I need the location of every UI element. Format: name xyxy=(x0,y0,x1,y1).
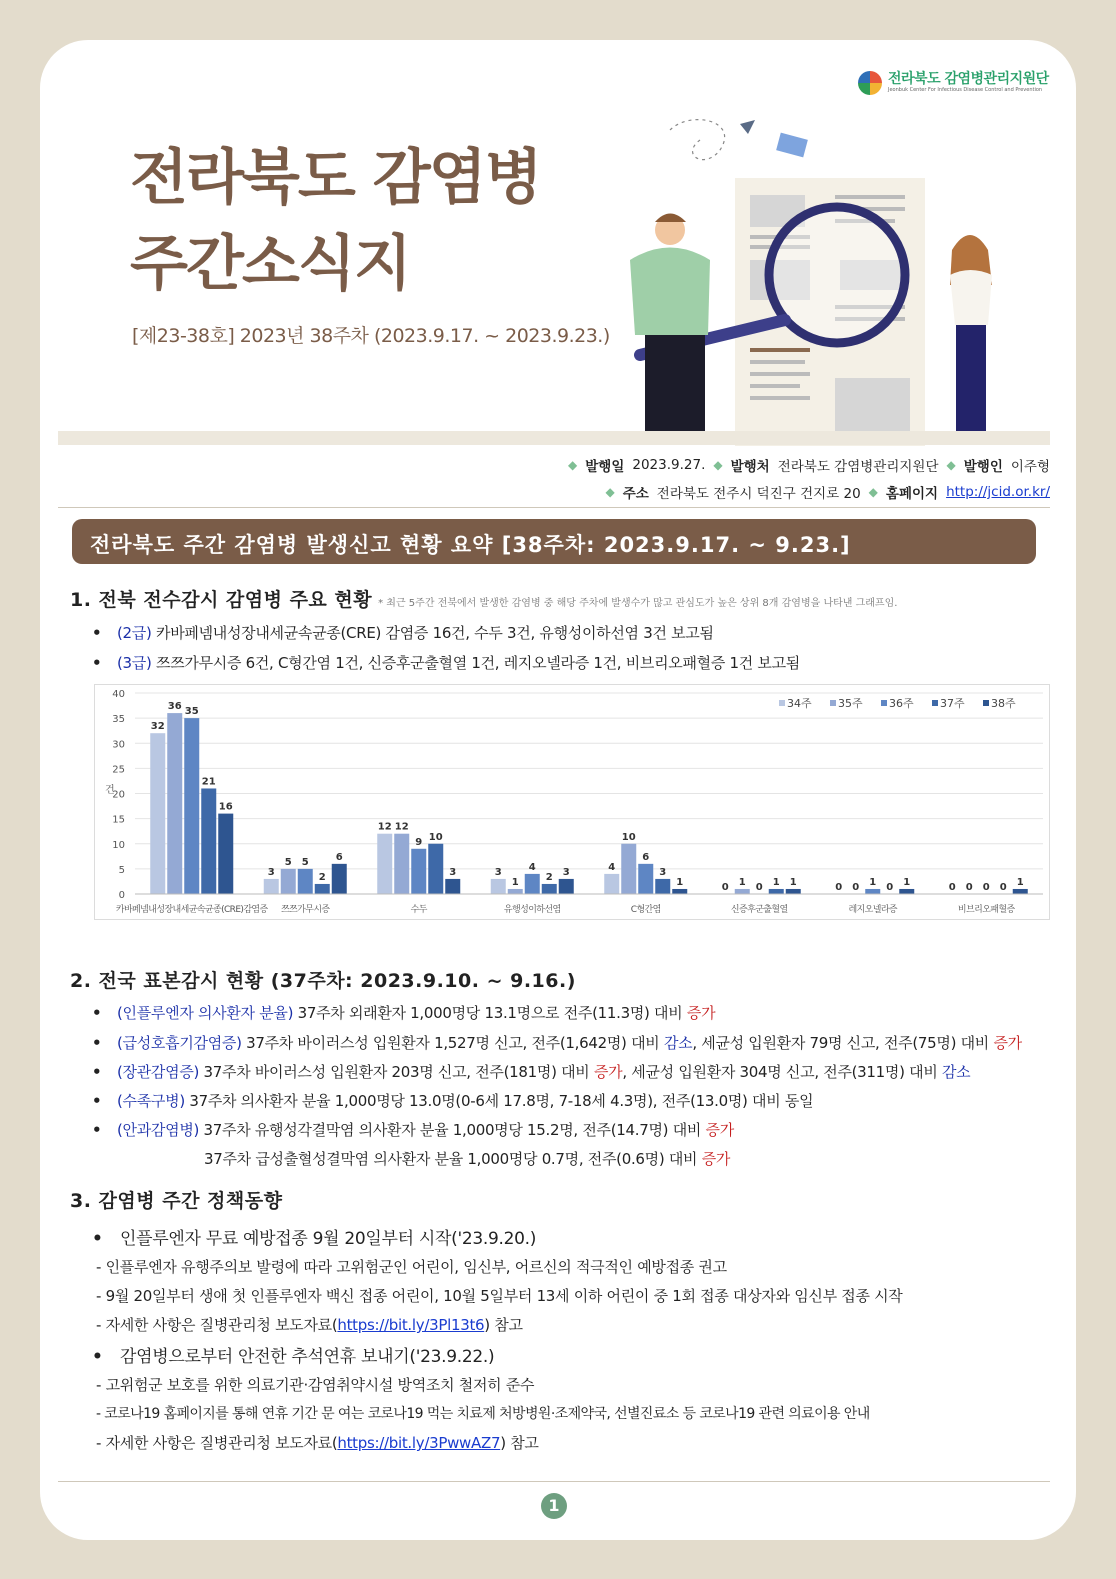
bullet-text: 쯔쯔가무시증 6건, C형간염 1건, 신증후군출혈열 1건, 레지오넬라증 1건, 비브리오패혈증 1건 보고됨 xyxy=(151,654,800,672)
data-label: 21 xyxy=(201,776,216,788)
y-tick-label: 35 xyxy=(112,714,125,726)
bar xyxy=(735,889,750,894)
data-label: 0 xyxy=(721,882,729,893)
reference-text: ) 참고 xyxy=(500,1434,539,1452)
publisher-person-label: 발행인 xyxy=(963,459,1003,475)
section1-bullet-2 xyxy=(92,652,800,673)
data-label: 9 xyxy=(415,836,423,848)
legend-swatch xyxy=(932,700,938,706)
divider xyxy=(58,507,1050,508)
legend-label: 36주 xyxy=(889,697,914,710)
bar xyxy=(899,889,914,894)
bullet-icon: • xyxy=(92,624,102,642)
section1-title: 1. 전북 전수감시 감염병 주요 현황 xyxy=(70,589,373,611)
policy-topic-2 xyxy=(92,1342,494,1367)
legend-label: 35주 xyxy=(838,697,863,710)
homepage-label: 홈페이지 xyxy=(885,486,939,502)
bar xyxy=(281,869,296,894)
section2-item xyxy=(92,1002,715,1023)
grade-tag: (3급) xyxy=(117,654,152,672)
diamond-icon: ◆ xyxy=(568,458,578,472)
data-label: 1 xyxy=(511,876,519,888)
policy-line: - 9월 20일부터 생애 첫 인플루엔자 백신 접종 어린이, 10월 5일부터 13세 이하 어린이 중 1회 접종 대상자와 임신부 접종 시작 xyxy=(96,1287,903,1305)
y-tick-label: 30 xyxy=(112,739,125,751)
bullet-icon: • xyxy=(92,654,102,672)
y-tick-label: 5 xyxy=(118,864,125,876)
item-text: 37주차 외래환자 1,000명당 13.1명으로 전주(11.3명) 대비 xyxy=(293,1004,687,1022)
trend-word-increase: 증가 xyxy=(993,1034,1022,1052)
data-label: 3 xyxy=(267,866,275,878)
bar xyxy=(604,874,619,894)
data-label: 0 xyxy=(965,882,973,893)
data-label: 6 xyxy=(335,851,343,863)
policy-line: - 고위험군 보호를 위한 의료기관·감염취약시설 방역조치 철저히 준수 xyxy=(96,1376,535,1394)
footer-divider xyxy=(58,1481,1050,1482)
bar xyxy=(1013,889,1028,894)
summary-banner: 전라북도 주간 감염병 발생신고 현황 요약 [38주차: 2023.9.17. ~ 9.23.] xyxy=(72,519,1036,564)
legend-swatch xyxy=(983,700,989,706)
legend-label: 37주 xyxy=(940,697,965,710)
bar xyxy=(167,713,182,894)
data-label: 3 xyxy=(449,866,457,878)
data-label: 32 xyxy=(150,721,165,733)
legend-swatch xyxy=(779,700,785,706)
y-tick-label: 10 xyxy=(112,839,125,851)
data-label: 3 xyxy=(659,866,667,878)
bullet-icon: • xyxy=(92,1034,102,1052)
bar-chart-svg xyxy=(95,685,1049,919)
section2-item xyxy=(92,1090,813,1111)
diamond-icon: ◆ xyxy=(946,458,956,472)
bar xyxy=(508,889,523,894)
data-label: 0 xyxy=(835,882,843,893)
y-tick-label: 20 xyxy=(112,789,125,801)
grade-tag: (2급) xyxy=(117,624,152,642)
data-label: 0 xyxy=(948,882,956,893)
bar xyxy=(201,788,216,894)
section2-heading: 2. 전국 표본감시 현황 (37주차: 2023.9.10. ~ 9.16.) xyxy=(70,970,576,992)
policy-reference-1 xyxy=(96,1314,523,1335)
item-text: 37주차 바이러스성 입원환자 203명 신고, 전주(181명) 대비 xyxy=(199,1063,594,1081)
topic-title: 인플루엔자 무료 예방접종 9월 20일부터 시작('23.9.20.) xyxy=(120,1229,537,1249)
bar xyxy=(786,889,801,894)
diamond-icon: ◆ xyxy=(713,458,723,472)
diamond-icon: ◆ xyxy=(868,485,878,499)
data-label: 5 xyxy=(301,856,309,868)
x-tick-label: 비브리오패혈증 xyxy=(957,905,1015,915)
topic-title: 감염병으로부터 안전한 추석연휴 보내기('23.9.22.) xyxy=(120,1347,495,1367)
section2-item xyxy=(92,1061,970,1082)
bar xyxy=(638,864,653,894)
bullet-icon: • xyxy=(92,1092,102,1110)
section3-heading: 3. 감염병 주간 정책동향 xyxy=(70,1190,283,1212)
y-tick-label: 25 xyxy=(112,764,125,776)
data-label: 1 xyxy=(772,876,780,888)
publisher-person: 이주형 xyxy=(1010,459,1050,475)
bar xyxy=(264,879,279,894)
weekly-cases-chart xyxy=(94,684,1050,920)
bullet-text: 카바페넴내성장내세균속균종(CRE) 감염증 16건, 수두 3건, 유행성이하선염 3건 보고됨 xyxy=(151,624,714,642)
magnifier-illustration xyxy=(600,110,1060,450)
data-label: 36 xyxy=(167,701,182,713)
data-label: 0 xyxy=(999,882,1007,893)
publication-row-2 xyxy=(605,482,1050,502)
data-label: 1 xyxy=(869,876,877,888)
data-label: 12 xyxy=(394,821,409,833)
section1-heading xyxy=(70,585,897,612)
page-number: 1 xyxy=(541,1493,567,1519)
data-label: 1 xyxy=(1016,876,1024,888)
bar xyxy=(672,889,687,894)
legend-label: 38주 xyxy=(991,697,1016,710)
data-label: 2 xyxy=(318,871,326,883)
bar xyxy=(298,869,313,894)
y-tick-label: 40 xyxy=(112,689,125,700)
data-label: 3 xyxy=(562,866,570,878)
paper-plane-icon xyxy=(740,120,755,134)
x-tick-label: 수두 xyxy=(410,905,427,915)
item-tag: (수족구병) xyxy=(117,1092,185,1110)
pub-date: 2023.9.27. xyxy=(632,457,706,473)
reference-text: ) 참고 xyxy=(484,1316,523,1334)
policy-reference-2 xyxy=(96,1432,539,1453)
bullet-icon: • xyxy=(92,1004,102,1022)
data-label: 16 xyxy=(218,801,233,813)
pub-date-label: 발행일 xyxy=(585,459,625,475)
policy-line: - 코로나19 홈페이지를 통해 연휴 기간 문 여는 코로나19 먹는 치료제 처방병원·조제약국, 선별진료소 등 코로나19 관련 의료이용 안내 xyxy=(96,1406,870,1422)
data-label: 3 xyxy=(494,866,502,878)
diamond-icon: ◆ xyxy=(605,485,615,499)
bar xyxy=(491,879,506,894)
data-label: 4 xyxy=(528,861,536,873)
y-axis-label: 건 xyxy=(105,785,115,796)
bar xyxy=(150,733,165,894)
dashed-path-illustration xyxy=(670,120,725,160)
data-label: 2 xyxy=(545,871,553,883)
item-text: 37주차 바이러스성 입원환자 1,527명 신고, 전주(1,642명) 대비 xyxy=(241,1034,664,1052)
trend-word-increase: 증가 xyxy=(705,1121,734,1139)
item-tag: (안과감염병) xyxy=(117,1121,200,1139)
item-text: 37주차 의사환자 분율 1,000명당 13.0명(0-6세 17.8명, 7-18세 4.3명), 전주(13.0명) 대비 동일 xyxy=(184,1092,814,1110)
item-tag: (장관감염증) xyxy=(117,1063,200,1081)
press-release-link[interactable]: https://bit.ly/3Pl13t6 xyxy=(337,1316,485,1334)
bar xyxy=(315,884,330,894)
data-label: 35 xyxy=(184,706,199,718)
bar xyxy=(445,879,460,894)
section1-note: * 최근 5주간 전북에서 발생한 감염병 중 해당 주차에 발생수가 많고 관심도가 높은 상위 8개 감염병을 나타낸 그래프임. xyxy=(378,598,898,609)
item-text: , 세균성 입원환자 79명 신고, 전주(75명) 대비 xyxy=(692,1034,994,1052)
bar xyxy=(332,864,347,894)
bar xyxy=(525,874,540,894)
address: 전라북도 전주시 덕진구 건지로 20 xyxy=(656,486,861,502)
bar xyxy=(865,889,880,894)
trend-word-increase: 증가 xyxy=(593,1063,623,1081)
trend-word-decrease: 감소 xyxy=(941,1063,971,1081)
publication-row-1 xyxy=(568,455,1050,475)
address-label: 주소 xyxy=(622,486,649,502)
bar xyxy=(184,718,199,894)
publisher: 전라북도 감염병관리지원단 xyxy=(777,459,939,475)
data-label: 1 xyxy=(738,876,746,888)
bar xyxy=(542,884,557,894)
data-label: 1 xyxy=(789,876,797,888)
x-tick-label: 레지오넬라증 xyxy=(848,905,898,915)
data-label: 1 xyxy=(676,876,684,888)
x-tick-label: 카바페넴내성장내세균속균종(CRE)감염증 xyxy=(115,905,268,915)
y-tick-label: 15 xyxy=(112,814,125,826)
policy-topic-1 xyxy=(92,1224,536,1249)
bar xyxy=(621,844,636,894)
bar xyxy=(769,889,784,894)
data-label: 0 xyxy=(852,882,860,893)
center-logo xyxy=(858,68,1049,98)
bar xyxy=(411,849,426,894)
section2-item xyxy=(92,1032,1022,1053)
trend-word-decrease: 감소 xyxy=(663,1034,693,1052)
section1-bullet-1 xyxy=(92,622,714,643)
item-text: 37주차 유행성각결막염 의사환자 분율 1,000명당 15.2명, 전주(14.7명) 대비 xyxy=(199,1121,706,1139)
logo-subtitle: Jeonbuk Center For Infectious Disease Control and Prevention xyxy=(888,87,1043,93)
section2-extra-line xyxy=(204,1148,730,1169)
bullet-icon: • xyxy=(92,1121,102,1139)
bullet-icon: • xyxy=(92,1229,103,1249)
legend-swatch xyxy=(830,700,836,706)
issue-info: [제23-38호] 2023년 38주차 (2023.9.17. ~ 2023.9.23.) xyxy=(132,325,610,347)
envelope-icon xyxy=(776,133,808,158)
data-label: 0 xyxy=(755,882,763,893)
data-label: 4 xyxy=(608,861,616,873)
data-label: 12 xyxy=(377,821,392,833)
trend-word-increase: 증가 xyxy=(686,1004,716,1022)
extra-line-text: 37주차 급성출혈성결막염 의사환자 분율 1,000명당 0.7명, 전주(0.6명) 대비 xyxy=(204,1150,702,1168)
header-band xyxy=(58,431,1050,445)
data-label: 10 xyxy=(428,831,443,843)
bar xyxy=(218,814,233,894)
reference-text: - 자세한 사항은 질병관리청 보도자료( xyxy=(96,1316,338,1334)
legend-swatch xyxy=(881,700,887,706)
legend-label: 34주 xyxy=(787,697,812,710)
x-tick-label: 쯔쯔가무시증 xyxy=(280,905,330,915)
section2-item xyxy=(92,1119,734,1140)
x-tick-label: C형간염 xyxy=(630,905,661,915)
reference-text: - 자세한 사항은 질병관리청 보도자료( xyxy=(96,1434,338,1452)
y-tick-label: 0 xyxy=(118,890,125,901)
publisher-label: 발행처 xyxy=(730,459,770,475)
trend-word: 증가 xyxy=(701,1150,731,1168)
bar xyxy=(559,879,574,894)
bar xyxy=(377,834,392,894)
bullet-icon: • xyxy=(92,1347,103,1367)
data-label: 6 xyxy=(642,851,650,863)
logo-mark-icon xyxy=(858,71,882,95)
logo-name: 전라북도 감염병관리지원단 xyxy=(888,71,1049,87)
newsletter-title-line1: 전라북도 감염병 xyxy=(130,143,541,213)
data-label: 1 xyxy=(903,876,911,888)
homepage-link[interactable]: http://jcid.or.kr/ xyxy=(946,484,1050,500)
bar xyxy=(655,879,670,894)
bar xyxy=(394,834,409,894)
data-label: 0 xyxy=(886,882,894,893)
data-label: 0 xyxy=(982,882,990,893)
bar xyxy=(428,844,443,894)
bullet-icon: • xyxy=(92,1063,102,1081)
policy-line: - 인플루엔자 유행주의보 발령에 따라 고위험군인 어린이, 임신부, 어르신의 적극적인 예방접종 권고 xyxy=(96,1258,727,1276)
data-label: 10 xyxy=(621,831,636,843)
x-tick-label: 신증후군출혈열 xyxy=(730,905,788,915)
x-tick-label: 유행성이하선염 xyxy=(503,905,561,915)
newsletter-title-line2: 주간소식지 xyxy=(130,229,410,299)
item-tag: (인플루엔자 의사환자 분율) xyxy=(117,1004,294,1022)
press-release-link[interactable]: https://bit.ly/3PwwAZ7 xyxy=(337,1434,501,1452)
item-text: , 세균성 입원환자 304명 신고, 전주(311명) 대비 xyxy=(622,1063,942,1081)
item-tag: (급성호흡기감염증) xyxy=(117,1034,242,1052)
data-label: 5 xyxy=(284,856,292,868)
